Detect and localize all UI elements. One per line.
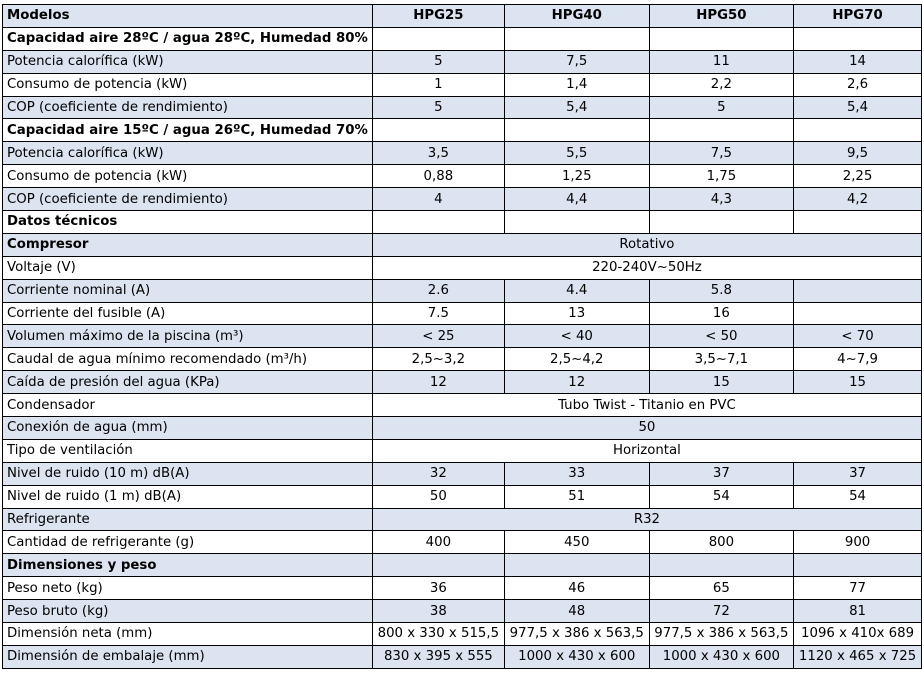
spec-value: 4.4 — [504, 279, 649, 302]
spec-value: 2,5~4,2 — [504, 348, 649, 371]
spec-value: 1 — [372, 73, 504, 96]
spec-value: 72 — [649, 600, 793, 623]
spec-value: 900 — [794, 531, 922, 554]
spec-value: 3,5 — [372, 142, 504, 165]
section-row — [3, 27, 922, 50]
spec-row — [3, 508, 922, 531]
spec-value: < 40 — [504, 325, 649, 348]
section-title: Capacidad aire 28ºC / agua 28ºC, Humedad 80% — [3, 27, 373, 50]
spec-label: Peso neto (kg) — [3, 577, 373, 600]
spec-value: 32 — [372, 462, 504, 485]
spec-value: 81 — [794, 600, 922, 623]
spec-row — [3, 394, 922, 417]
spec-value: 4,3 — [649, 188, 793, 211]
header-row — [3, 5, 922, 28]
spec-row — [3, 165, 922, 188]
spec-row — [3, 485, 922, 508]
spec-row — [3, 371, 922, 394]
spec-value: 400 — [372, 531, 504, 554]
header-model: HPG70 — [794, 5, 922, 28]
empty-cell — [794, 27, 922, 50]
spec-row — [3, 645, 922, 668]
spec-label: Corriente nominal (A) — [3, 279, 373, 302]
spec-label: Voltaje (V) — [3, 256, 373, 279]
spec-value: 12 — [504, 371, 649, 394]
spec-label: Caída de presión del agua (KPa) — [3, 371, 373, 394]
spec-value: 450 — [504, 531, 649, 554]
section-row — [3, 119, 922, 142]
spec-value: 2,5~3,2 — [372, 348, 504, 371]
spec-row — [3, 623, 922, 646]
empty-cell — [372, 554, 504, 577]
spec-row — [3, 577, 922, 600]
spec-value: 5.8 — [649, 279, 793, 302]
spec-value: 33 — [504, 462, 649, 485]
empty-cell — [649, 27, 793, 50]
spec-value: 37 — [649, 462, 793, 485]
section-title: Capacidad aire 15ºC / agua 26ºC, Humedad 70% — [3, 119, 373, 142]
spec-value — [794, 279, 922, 302]
spec-value: 4 — [372, 188, 504, 211]
spec-value: 5 — [372, 50, 504, 73]
section-row — [3, 211, 922, 234]
spec-value-all-models: 220-240V~50Hz — [372, 256, 921, 279]
spec-value: 5,4 — [504, 96, 649, 119]
spec-value: 800 x 330 x 515,5 — [372, 623, 504, 646]
spec-label: Potencia calorífica (kW) — [3, 142, 373, 165]
empty-cell — [504, 211, 649, 234]
spec-value: 800 — [649, 531, 793, 554]
spec-row — [3, 50, 922, 73]
spec-value-all-models: Tubo Twist - Titanio en PVC — [372, 394, 921, 417]
spec-value: 2.6 — [372, 279, 504, 302]
empty-cell — [504, 27, 649, 50]
spec-label: Caudal de agua mínimo recomendado (m³/h) — [3, 348, 373, 371]
spec-value: 51 — [504, 485, 649, 508]
empty-cell — [372, 27, 504, 50]
spec-value: 1000 x 430 x 600 — [504, 645, 649, 668]
header-label: Modelos — [3, 5, 373, 28]
section-title: Datos técnicos — [3, 211, 373, 234]
spec-label: Condensador — [3, 394, 373, 417]
spec-value: < 50 — [649, 325, 793, 348]
spec-value: 37 — [794, 462, 922, 485]
spec-label: Consumo de potencia (kW) — [3, 73, 373, 96]
empty-cell — [649, 119, 793, 142]
spec-value: 38 — [372, 600, 504, 623]
spec-label: COP (coeficiente de rendimiento) — [3, 188, 373, 211]
spec-value: 3,5~7,1 — [649, 348, 793, 371]
empty-cell — [794, 119, 922, 142]
spec-label: Corriente del fusible (A) — [3, 302, 373, 325]
spec-value: 11 — [649, 50, 793, 73]
section-title: Dimensiones y peso — [3, 554, 373, 577]
spec-value: 2,2 — [649, 73, 793, 96]
empty-cell — [649, 554, 793, 577]
spec-value: 5,4 — [794, 96, 922, 119]
spec-row — [3, 256, 922, 279]
spec-value: 4,2 — [794, 188, 922, 211]
spec-value: 977,5 x 386 x 563,5 — [649, 623, 793, 646]
empty-cell — [794, 211, 922, 234]
spec-row — [3, 279, 922, 302]
spec-label: Volumen máximo de la piscina (m³) — [3, 325, 373, 348]
spec-label: Refrigerante — [3, 508, 373, 531]
spec-value: 48 — [504, 600, 649, 623]
spec-value: 36 — [372, 577, 504, 600]
spec-value-all-models: 50 — [372, 417, 921, 440]
spec-value: 7,5 — [504, 50, 649, 73]
header-model: HPG40 — [504, 5, 649, 28]
empty-cell — [504, 554, 649, 577]
spec-value: 1,75 — [649, 165, 793, 188]
spec-value: 977,5 x 386 x 563,5 — [504, 623, 649, 646]
spec-row — [3, 531, 922, 554]
header-model: HPG25 — [372, 5, 504, 28]
empty-cell — [794, 554, 922, 577]
empty-cell — [504, 119, 649, 142]
spec-row — [3, 142, 922, 165]
empty-cell — [649, 211, 793, 234]
spec-row — [3, 96, 922, 119]
spec-value: < 25 — [372, 325, 504, 348]
spec-row — [3, 302, 922, 325]
spec-value: 4,4 — [504, 188, 649, 211]
spec-value: 65 — [649, 577, 793, 600]
spec-value: 50 — [372, 485, 504, 508]
spec-value: 12 — [372, 371, 504, 394]
spec-value: 5,5 — [504, 142, 649, 165]
spec-value: 13 — [504, 302, 649, 325]
spec-value: < 70 — [794, 325, 922, 348]
spec-row — [3, 73, 922, 96]
empty-cell — [372, 211, 504, 234]
spec-value: 5 — [372, 96, 504, 119]
spec-label: Nivel de ruido (10 m) dB(A) — [3, 462, 373, 485]
spec-label: COP (coeficiente de rendimiento) — [3, 96, 373, 119]
spec-table-body — [3, 5, 922, 669]
spec-label: Compresor — [3, 233, 373, 256]
spec-label: Consumo de potencia (kW) — [3, 165, 373, 188]
spec-row — [3, 600, 922, 623]
spec-value — [794, 302, 922, 325]
spec-value: 15 — [794, 371, 922, 394]
spec-value: 14 — [794, 50, 922, 73]
spec-row — [3, 233, 922, 256]
spec-value: 2,25 — [794, 165, 922, 188]
spec-value-all-models: Rotativo — [372, 233, 921, 256]
spec-value: 9,5 — [794, 142, 922, 165]
spec-label: Nivel de ruido (1 m) dB(A) — [3, 485, 373, 508]
spec-label: Tipo de ventilación — [3, 439, 373, 462]
spec-value: 2,6 — [794, 73, 922, 96]
spec-label: Potencia calorífica (kW) — [3, 50, 373, 73]
spec-value: 7.5 — [372, 302, 504, 325]
spec-row — [3, 188, 922, 211]
spec-value: 1000 x 430 x 600 — [649, 645, 793, 668]
spec-label: Dimensión de embalaje (mm) — [3, 645, 373, 668]
spec-value: 16 — [649, 302, 793, 325]
header-model: HPG50 — [649, 5, 793, 28]
spec-row — [3, 462, 922, 485]
spec-value: 77 — [794, 577, 922, 600]
section-row — [3, 554, 922, 577]
spec-value-all-models: R32 — [372, 508, 921, 531]
spec-label: Cantidad de refrigerante (g) — [3, 531, 373, 554]
spec-value: 1096 x 410x 689 — [794, 623, 922, 646]
spec-label: Conexión de agua (mm) — [3, 417, 373, 440]
spec-value: 54 — [794, 485, 922, 508]
spec-value: 5 — [649, 96, 793, 119]
spec-row — [3, 417, 922, 440]
spec-row — [3, 439, 922, 462]
spec-value: 0,88 — [372, 165, 504, 188]
spec-value-all-models: Horizontal — [372, 439, 921, 462]
spec-value: 1120 x 465 x 725 — [794, 645, 922, 668]
spec-value: 15 — [649, 371, 793, 394]
spec-value: 7,5 — [649, 142, 793, 165]
empty-cell — [372, 119, 504, 142]
spec-value: 54 — [649, 485, 793, 508]
spec-row — [3, 348, 922, 371]
spec-label: Dimensión neta (mm) — [3, 623, 373, 646]
spec-value: 830 x 395 x 555 — [372, 645, 504, 668]
spec-table — [2, 4, 922, 669]
spec-row — [3, 325, 922, 348]
spec-value: 4~7,9 — [794, 348, 922, 371]
spec-value: 1,25 — [504, 165, 649, 188]
spec-value: 46 — [504, 577, 649, 600]
spec-label: Peso bruto (kg) — [3, 600, 373, 623]
spec-value: 1,4 — [504, 73, 649, 96]
